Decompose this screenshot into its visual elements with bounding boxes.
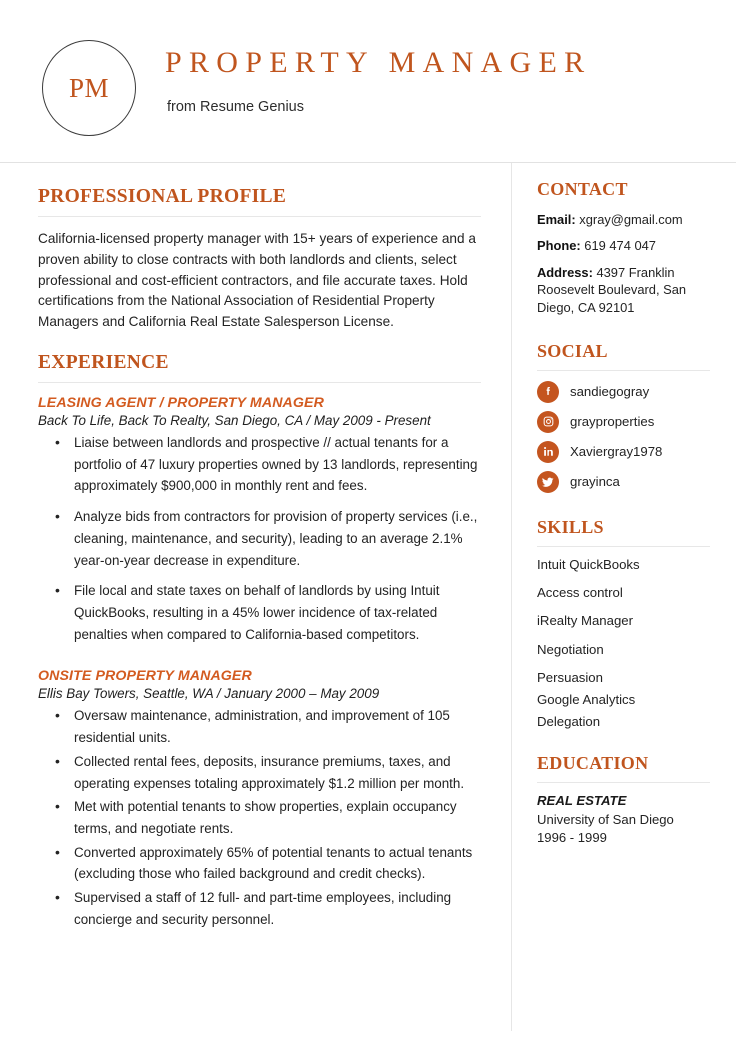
contact-email-label: Email: [537,211,576,227]
social-account-facebook[interactable] [537,381,710,403]
contact-email [537,211,710,229]
list-item: • Analyze bids from contractors for provision of property services (i.e., cleaning, maintenance, and security), leading to an average 2.1% year-on-year decrease in expenditure. [74,506,481,571]
contact-phone-label: Phone: [537,238,581,254]
section-heading-profile: PROFESSIONAL PROFILE [38,186,287,207]
section-social [537,341,710,493]
skill-item: Negotiation [537,641,604,657]
skill-item: Delegation [537,713,601,729]
social-handle: grayproperties [570,414,655,430]
skill-item: Intuit QuickBooks [537,556,640,572]
social-handle: Xaviergray1978 [570,444,663,460]
job-title: LEASING AGENT / PROPERTY MANAGER [38,395,324,412]
list-item: • File local and state taxes on behalf of landlords by using Intuit QuickBooks, resulting in a 45% lower incidence of tax-related penalties when compared to California-based competitors. [74,580,481,645]
monogram-initials: PM [68,72,110,103]
resume-body [0,163,736,1041]
job-meta: Ellis Bay Towers, Seattle, WA / January 2000 – May 2009 [38,686,380,702]
spacer [38,333,481,351]
section-experience [38,351,481,931]
section-heading-social: SOCIAL [537,341,608,362]
social-account-instagram[interactable] [537,411,710,433]
resume-header [0,0,736,163]
job-bullet-list [38,432,481,645]
main-column [0,163,511,932]
section-rule [537,546,710,547]
spacer [537,735,710,753]
linkedin-icon [537,441,559,463]
twitter-icon [537,471,559,493]
sidebar-column [512,163,736,847]
section-rule [38,216,481,217]
spacer [537,325,710,341]
social-handle: sandiegogray [570,384,650,400]
education-school: University of San Diego [537,812,674,828]
section-heading-experience: EXPERIENCE [38,351,169,373]
job-meta: Back To Life, Back To Realty, San Diego, CA / May 2009 - Present [38,413,431,429]
skill-item: iRealty Manager [537,613,634,629]
contact-address-value: 4397 Franklin Roosevelt Boulevard, San Diego, CA 92101 [537,264,687,315]
section-rule [537,370,710,371]
job-bullet-list [38,705,481,930]
section-education [537,753,710,846]
list-item: • Supervised a staff of 12 full- and part-time employees, including concierge and security personnel. [74,887,481,930]
experience-entry [38,395,481,645]
job-title: ONSITE PROPERTY MANAGER [38,668,252,685]
spacer [537,501,710,517]
social-account-twitter[interactable] [537,471,710,493]
skill-item: Google Analytics [537,691,636,707]
spacer [38,654,481,668]
spacer [537,201,710,211]
contact-phone-value[interactable]: 619 474 047 [584,238,656,254]
experience-entry [38,668,481,930]
page-title: PROPERTY MANAGER [165,46,592,79]
section-contact [537,179,710,316]
monogram-badge [42,40,136,136]
list-item: • Collected rental fees, deposits, insurance premiums, taxes, and operating expenses totaling approximately $1.2 million per month. [74,751,481,794]
section-rule [537,782,710,783]
education-degree: REAL ESTATE [537,793,627,809]
education-years: 1996 - 1999 [537,829,607,845]
header-subtitle: from Resume Genius [167,99,304,115]
section-heading-education: EDUCATION [537,753,649,774]
section-skills [537,517,710,730]
list-item: • Liaise between landlords and prospective // actual tenants for a portfolio of 47 luxury properties owned by 13 landlords, representing approximately $900,000 in monthly rent and fees. [74,432,481,497]
social-handle: grayinca [570,474,620,490]
skill-item: Access control [537,584,623,600]
list-item: • Converted approximately 65% of potential tenants to actual tenants (excluding those who failed background and credit checks). [74,842,481,885]
contact-email-value[interactable]: xgray@gmail.com [579,211,683,227]
profile-paragraph: California-licensed property manager with 15+ years of experience and a proven ability to close contracts with both landlords and clients, select professional and cost-efficient contractors, and file accurate taxes. Hold certifications from the National Association of Residential Property Managers and California Real Estate Salesperson License. [38,231,476,330]
facebook-icon [537,381,559,403]
contact-address [537,264,710,317]
skill-item: Persuasion [537,669,603,685]
list-item: • Met with potential tenants to show properties, explain occupancy terms, and negotiate rents. [74,796,481,839]
list-item: • Oversaw maintenance, administration, and improvement of 105 residential units. [74,705,481,748]
social-account-linkedin[interactable] [537,441,710,463]
contact-address-label: Address: [537,264,593,280]
instagram-icon [537,411,559,433]
contact-phone [537,237,710,255]
section-professional-profile [38,185,481,333]
section-rule [38,382,481,383]
section-heading-skills: SKILLS [537,516,604,537]
section-heading-contact: CONTACT [537,179,628,199]
